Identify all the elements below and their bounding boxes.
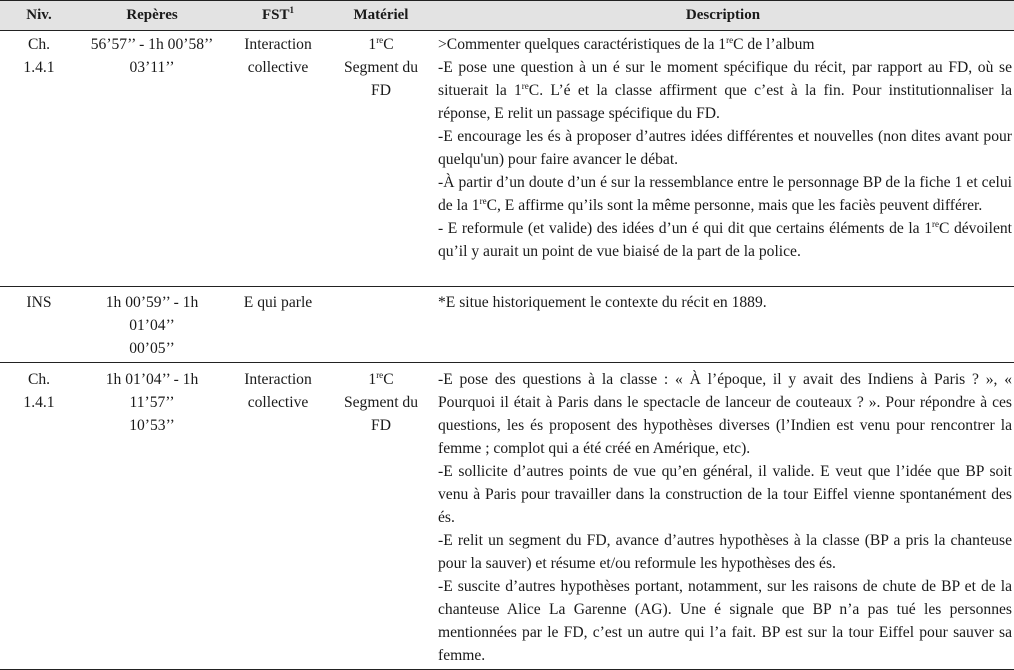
description-item: -E encourage les és à proposer d’autres idées différentes et nouvelles (non dites avant pour quelqu'un) pour faire avancer le débat. (438, 128, 1012, 168)
description-item: -E suscite d’autres hypothèses portant, notamment, sur les raisons de chute de BP et de la chanteuse Alice La Garenne (AG). Une é signale que BP n’a pas tué les personnes mentionnées par le FD, c’est un autre qui l’a fait. BP est sur la tour Eiffel pour sauver sa femme. (438, 578, 1012, 664)
description-item: *E situe historiquement le contexte du récit en 1889. (438, 294, 767, 311)
cell-description (432, 287, 1014, 363)
fst-line: collective (247, 394, 309, 411)
reperes-line: 00’05’’ (129, 340, 175, 357)
header-description: Description (432, 1, 1014, 31)
reperes-line: 03’11’’ (129, 59, 175, 76)
cell-reperes (78, 363, 226, 670)
niv-line: 1.4.1 (23, 59, 55, 76)
niv-line: INS (26, 294, 52, 311)
description-item: -E sollicite d’autres points de vue qu’en général, il valide. E veut que l’idée que BP soit venu à Paris pour travailler dans la construction de la tour Eiffel vienne spontanément des és. (438, 463, 1012, 526)
header-materiel: Matériel (330, 1, 432, 31)
materiel-num: 1 (368, 371, 377, 388)
cell-materiel (330, 287, 432, 363)
reperes-line: 01’04’’ (129, 317, 175, 334)
niv-line: Ch. (27, 371, 51, 388)
reperes-line: 1h 01’04’’ - 1h (105, 371, 199, 388)
reperes-line: 10’53’’ (129, 417, 175, 434)
table-row (0, 31, 1014, 287)
description-item: -E pose des questions à la classe : « À l’époque, il y avait des Indiens à Paris ? », « Pourquoi il était à Paris dans le spectacle de lanceur de couteaux ? ». Pour répondre à ces questions, les és proposent des hypothèses diverses (l’Indien est venu pour rencontrer la femme ; complot qui a été créé en Amérique, etc). (438, 371, 1012, 457)
footnote-marker: 1 (289, 5, 294, 15)
materiel-line (334, 368, 428, 391)
description-item: -À partir d’un doute d’un é sur la ressemblance entre le personnage BP de la fiche 1 et celui de la 1reC, E affirme qu’ils sont la même personne, mais que les faciès peuvent différer. (438, 174, 1012, 214)
header-reperes: Repères (78, 1, 226, 31)
cell-reperes (78, 287, 226, 363)
description-item: - E reformule (et valide) des idées d’un é qui dit que certains éléments de la 1reC dévoilent qu’il y aurait un point de vue biaisé de la part de la police. (438, 218, 1012, 260)
materiel-line (334, 33, 428, 56)
description-item: -E relit un segment du FD, avance d’autres hypothèses à la classe (BP a pris la chanteuse pour la sauver) et résume et/ou reformule les hypothèses des és. (438, 532, 1012, 572)
header-fst (226, 1, 330, 31)
cell-fst (226, 287, 330, 363)
cell-niv (0, 363, 78, 670)
description-item: >Commenter quelques caractéristiques de la 1reC de l’album (438, 34, 815, 53)
fst-line: E qui parle (243, 294, 313, 311)
cell-niv (0, 287, 78, 363)
materiel-line: FD (371, 417, 391, 434)
cell-niv (0, 31, 78, 287)
reperes-line: 56’57’’ - 1h 00’58’’ (90, 36, 214, 53)
header-niv: Niv. (0, 1, 78, 31)
cell-description (432, 363, 1014, 670)
description-item: -E pose une question à un é sur le moment spécifique du récit, par rapport au FD, où se situerait la 1reC. L’é et la classe affirment que c’est à la fin. Pour institutionnaliser la réponse, E relit un passage spécifique du FD. (438, 59, 1012, 122)
table-row (0, 287, 1014, 363)
fst-line: Interaction (244, 371, 312, 388)
materiel-line: FD (371, 82, 391, 99)
materiel-sup: re (376, 369, 384, 380)
cell-fst (226, 363, 330, 670)
header-fst-label: FST (261, 7, 290, 23)
materiel-suffix: C (383, 36, 394, 53)
table-header-row (0, 1, 1014, 31)
fst-line: collective (247, 59, 309, 76)
niv-line: 1.4.1 (23, 394, 55, 411)
materiel-sup: re (376, 34, 384, 45)
materiel-line: Segment du (343, 394, 419, 411)
cell-reperes (78, 31, 226, 287)
niv-line: Ch. (27, 36, 51, 53)
cell-fst (226, 31, 330, 287)
reperes-line: 11’57’’ (129, 394, 175, 411)
cell-description (432, 31, 1014, 287)
cell-materiel (330, 31, 432, 287)
fst-line: Interaction (244, 36, 312, 53)
reperes-line: 1h 00’59’’ - 1h (105, 294, 199, 311)
materiel-line: Segment du (343, 59, 419, 76)
materiel-suffix: C (383, 371, 394, 388)
materiel-num: 1 (368, 36, 377, 53)
table-row (0, 363, 1014, 670)
cell-materiel (330, 363, 432, 670)
